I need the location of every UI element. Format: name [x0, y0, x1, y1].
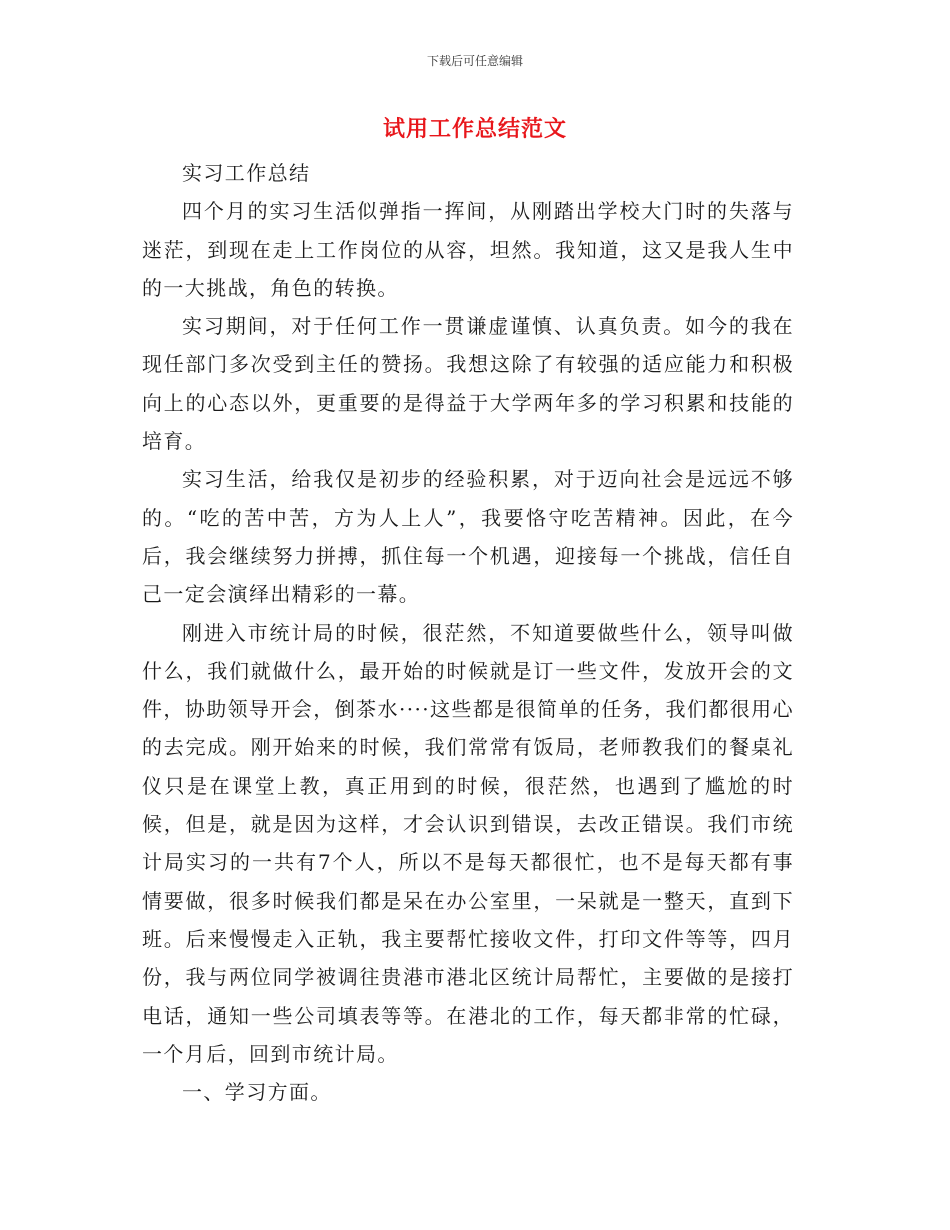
header-note: 下载后可任意编辑 — [426, 54, 523, 68]
section-heading: 实习工作总结 — [182, 161, 311, 185]
document-title: 试用工作总结范文 — [382, 116, 567, 142]
section-heading: 一、学习方面。 — [182, 1080, 332, 1105]
paragraph: 四个月的实习生活似弹指一挥间，从刚踏出学校大门时的失落与迷茫，到现在走上工作岗位的从容，坦然。我知道，这又是我人生中的一大挑战，角色的转换。 — [142, 199, 794, 300]
paragraph: 刚进入市统计局的时候，很茫然，不知道要做些什么，领导叫做什么，我们就做什么，最开始的时候就是订一些文件，发放开会的文件，协助领导开会，倒茶水····这些都是很简单的任务，我们都很用心的去完成。刚开始来的时候，我们常常有饭局，老师教我们的餐桌礼仪只是在课堂上教，真正用到的时候，很茫然，也遇到了尴尬的时候，但是，就是因为这样，才会认识到错误，去改正错误。我们市统计局实习的一共有7个人，所以不是每天都很忙，也不是每天都有事情要做，很多时候我们都是呆在办公室里，一呆就是一整天，直到下班。后来慢慢走入正轨，我主要帮忙接收文件，打印文件等等，四月份，我与两位同学被调往贵港市港北区统计局帮忙，主要做的是接打电话，通知一些公司填表等等。在港北的工作，每天都非常的忙碌，一个月后，回到市统计局。 — [142, 620, 794, 1066]
document-body — [142, 154, 794, 1111]
paragraph: 实习生活，给我仅是初步的经验积累，对于迈向社会是远远不够的。“吃的苦中苦，方为人上人”，我要恪守吃苦精神。因此，在今后，我会继续努力拼搏，抓住每一个机遇，迎接每一个挑战，信任自己一定会演绎出精彩的一幕。 — [142, 467, 794, 607]
paragraph: 实习期间，对于任何工作一贯谦虚谨慎、认真负责。如今的我在现任部门多次受到主任的赞扬。我想这除了有较强的适应能力和积极向上的心态以外，更重要的是得益于大学两年多的学习积累和技能的培育。 — [142, 314, 794, 454]
